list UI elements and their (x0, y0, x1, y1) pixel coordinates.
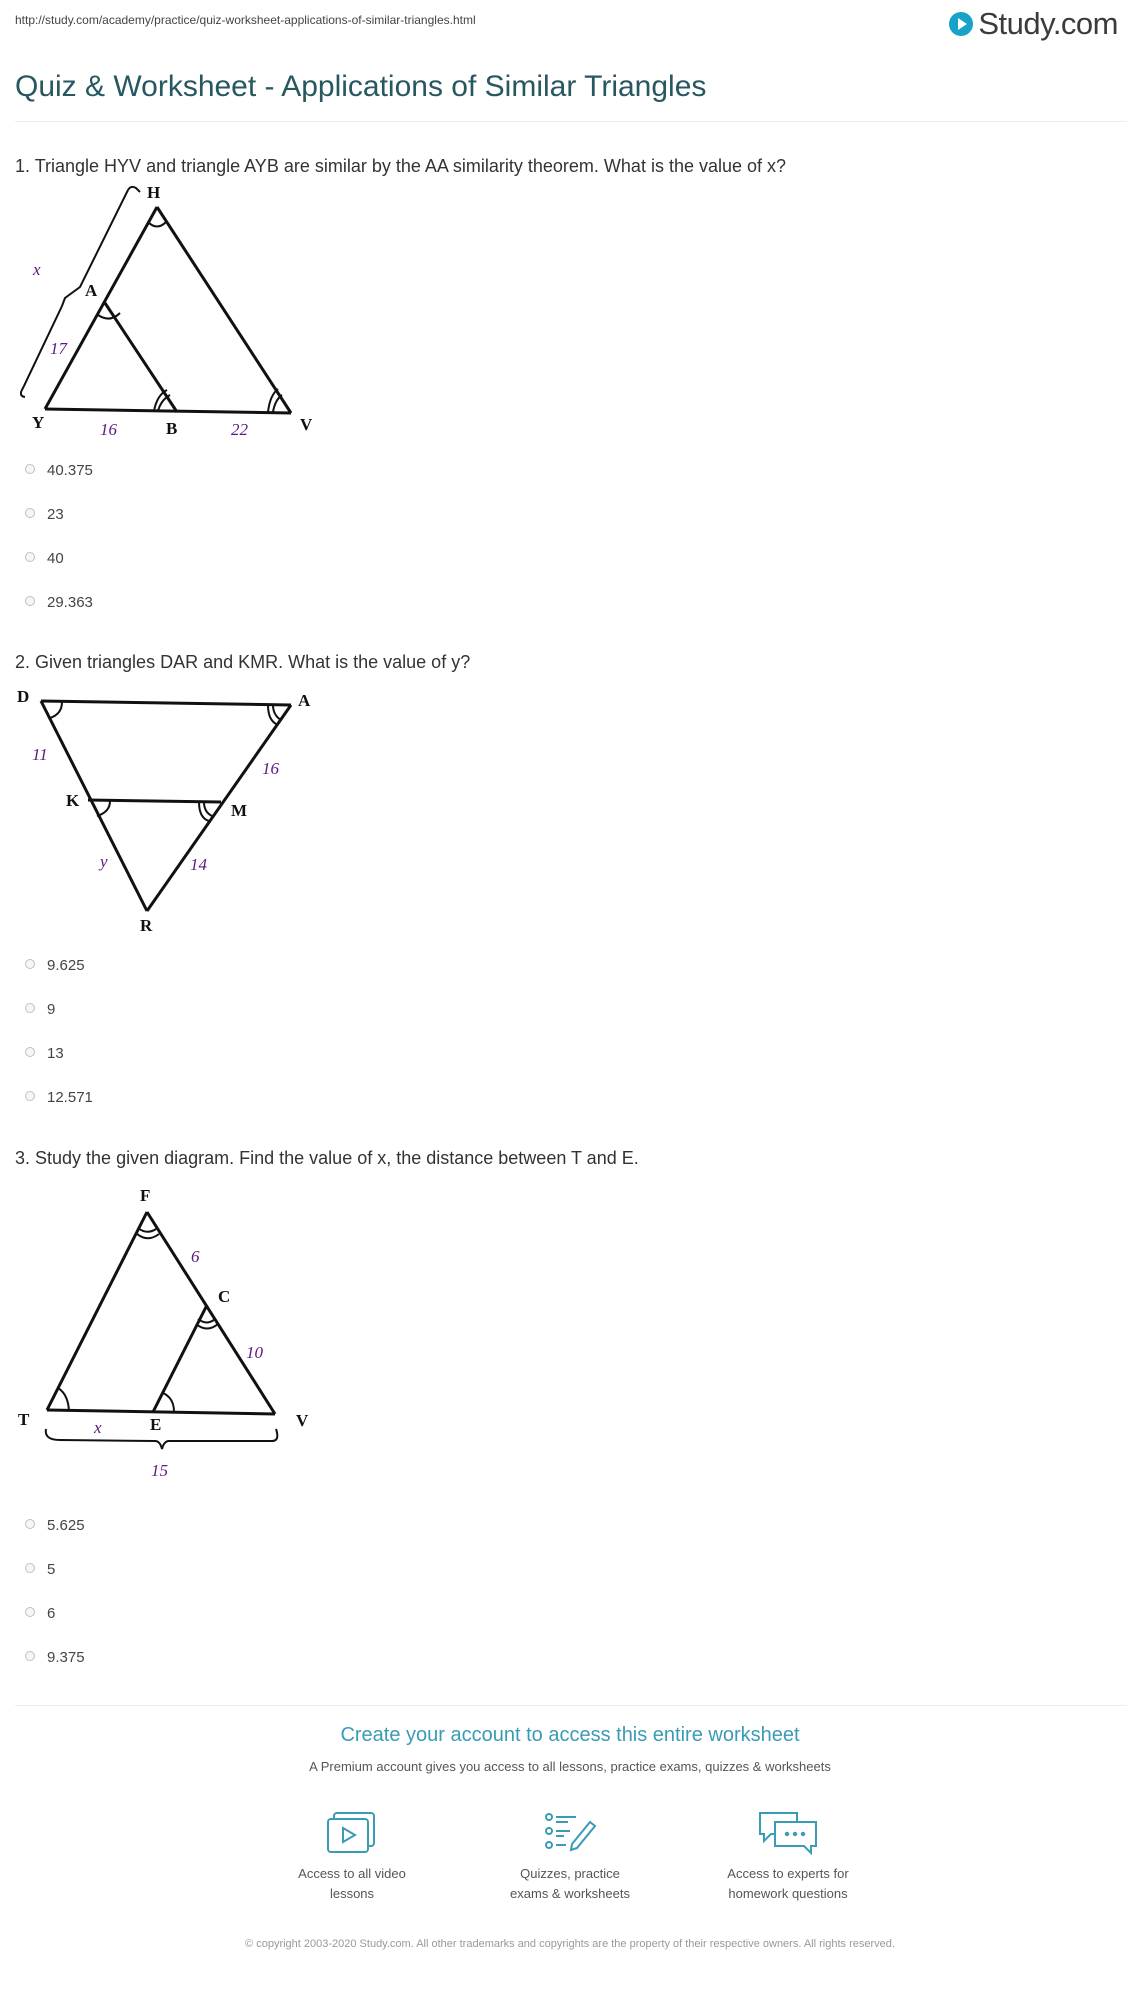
play-circle-icon (949, 12, 973, 36)
label-x: x (94, 1418, 102, 1437)
choice-label: 23 (47, 505, 64, 523)
label-E: E (150, 1415, 162, 1434)
question-3-choices (25, 1503, 85, 1679)
label-17: 17 (50, 339, 67, 358)
choice-label: 12.571 (47, 1088, 93, 1106)
label-x: x (33, 260, 41, 279)
question-3-text: 3. Study the given diagram. Find the value of x, the distance between T and E. (15, 1148, 639, 1168)
answer-choice[interactable] (25, 1031, 93, 1075)
choice-label: 13 (47, 1044, 64, 1062)
label-14: 14 (190, 855, 207, 874)
video-lessons-icon (324, 1810, 380, 1856)
radio-button[interactable] (25, 1563, 35, 1573)
radio-button[interactable] (25, 1091, 35, 1101)
question-3-diagram (10, 1175, 320, 1495)
radio-button[interactable] (25, 959, 35, 969)
answer-choice[interactable] (25, 943, 93, 987)
question-1-diagram (10, 182, 320, 444)
radio-button[interactable] (25, 508, 35, 518)
answer-choice[interactable] (25, 1635, 85, 1679)
feature-video-lessons (252, 1810, 452, 1904)
study-logo[interactable] (949, 6, 1118, 42)
answer-choice[interactable] (25, 492, 93, 536)
label-A: A (85, 281, 98, 300)
page-url: http://study.com/academy/practice/quiz-worksheet-applications-of-similar-triangles.html (15, 13, 476, 27)
label-A: A (298, 691, 311, 710)
label-H: H (147, 183, 161, 202)
label-16: 16 (262, 759, 279, 778)
feature-label: Quizzes, practice exams & worksheets (510, 1866, 630, 1901)
label-y: y (100, 852, 108, 871)
radio-button[interactable] (25, 1607, 35, 1617)
choice-label: 5.625 (47, 1516, 85, 1534)
choice-label: 9.625 (47, 956, 85, 974)
question-2-text: 2. Given triangles DAR and KMR. What is the value of y? (15, 652, 471, 672)
label-K: K (66, 791, 80, 810)
label-16: 16 (100, 420, 117, 439)
answer-choice[interactable] (25, 536, 93, 580)
feature-label: Access to all video lessons (298, 1866, 406, 1901)
label-C: C (218, 1287, 231, 1306)
feature-label: Access to experts for homework questions (727, 1866, 849, 1901)
label-M: M (231, 801, 248, 820)
answer-choice[interactable] (25, 580, 93, 624)
copyright-text: © copyright 2003-2020 Study.com. All other trademarks and copyrights are the property of their respective owners. All rights reserved. (245, 1938, 895, 1950)
radio-button[interactable] (25, 552, 35, 562)
question-1-choices (25, 448, 93, 624)
choice-label: 29.363 (47, 593, 93, 611)
feature-quizzes (470, 1810, 670, 1904)
label-Y: Y (32, 413, 45, 432)
label-6: 6 (191, 1247, 200, 1266)
feature-experts (688, 1810, 888, 1904)
radio-button[interactable] (25, 596, 35, 606)
radio-button[interactable] (25, 1519, 35, 1529)
question-2-choices (25, 943, 93, 1119)
label-D: D (17, 687, 30, 706)
label-F: F (140, 1186, 151, 1205)
radio-button[interactable] (25, 1047, 35, 1057)
radio-button[interactable] (25, 1003, 35, 1013)
chat-bubbles-icon (757, 1810, 819, 1856)
cta-title[interactable]: Create your account to access this entire worksheet (340, 1724, 800, 1746)
quiz-checklist-icon (542, 1810, 598, 1856)
radio-button[interactable] (25, 464, 35, 474)
label-11: 11 (32, 745, 48, 764)
choice-label: 9 (47, 1000, 56, 1018)
answer-choice[interactable] (25, 448, 93, 492)
radio-button[interactable] (25, 1651, 35, 1661)
answer-choice[interactable] (25, 1503, 85, 1547)
divider (15, 121, 1127, 122)
divider (15, 1705, 1127, 1706)
cta-subtitle: A Premium account gives you access to all lessons, practice exams, quizzes & worksheets (309, 1759, 831, 1774)
answer-choice[interactable] (25, 1591, 85, 1635)
label-R: R (140, 916, 153, 935)
question-2-diagram (10, 680, 320, 940)
answer-choice[interactable] (25, 987, 93, 1031)
label-22: 22 (231, 420, 248, 439)
page-title: Quiz & Worksheet - Applications of Similar Triangles (15, 70, 707, 103)
question-1-text: 1. Triangle HYV and triangle AYB are similar by the AA similarity theorem. What is the value of x? (15, 156, 787, 176)
answer-choice[interactable] (25, 1547, 85, 1591)
choice-label: 40.375 (47, 461, 93, 479)
label-T: T (18, 1410, 30, 1429)
logo-text: Study.com (978, 6, 1118, 41)
label-10: 10 (246, 1343, 263, 1362)
label-B: B (166, 419, 178, 438)
choice-label: 9.375 (47, 1648, 85, 1666)
label-15: 15 (151, 1461, 168, 1480)
choice-label: 5 (47, 1560, 56, 1578)
label-V: V (296, 1411, 309, 1430)
choice-label: 6 (47, 1604, 56, 1622)
answer-choice[interactable] (25, 1075, 93, 1119)
choice-label: 40 (47, 549, 64, 567)
label-V: V (300, 415, 313, 434)
